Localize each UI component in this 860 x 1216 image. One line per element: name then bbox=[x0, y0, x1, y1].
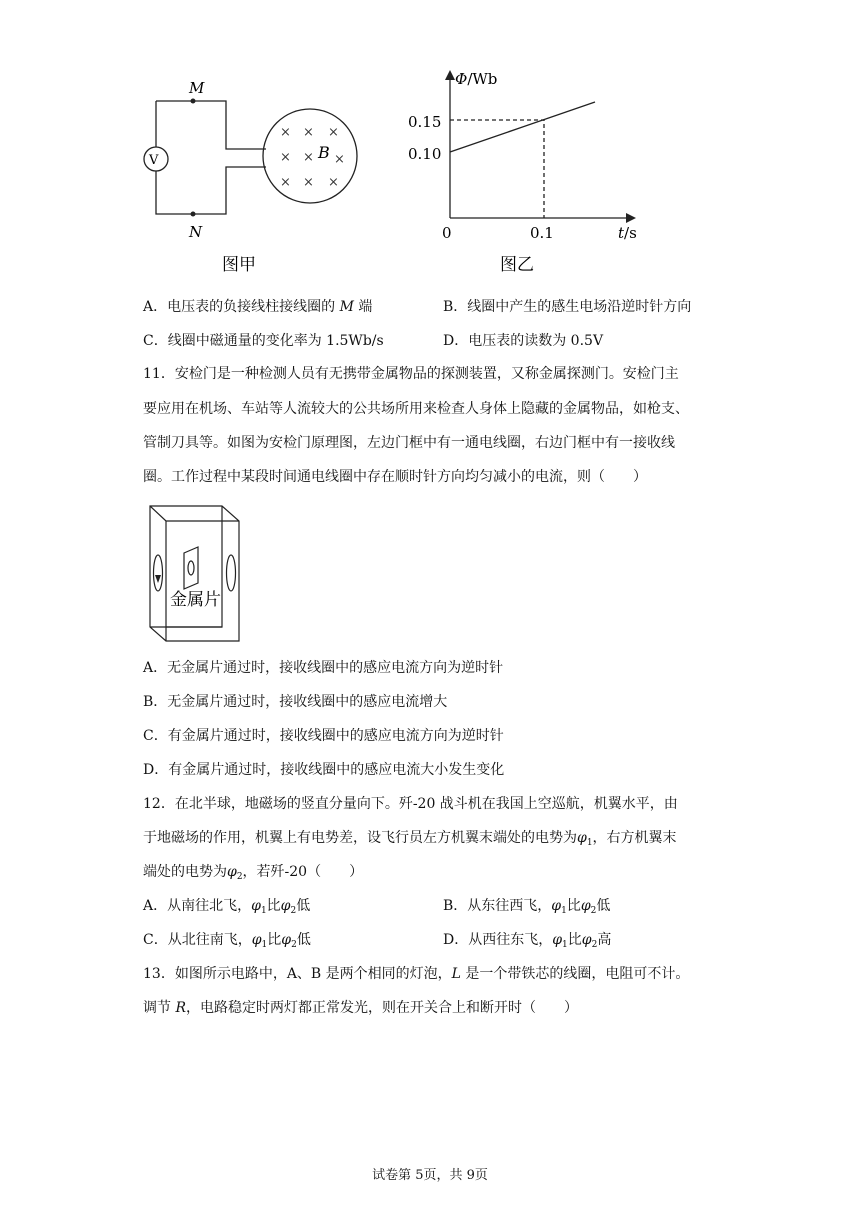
x-axis-arrow bbox=[626, 213, 636, 223]
tick-0: 0 bbox=[442, 224, 452, 242]
label-n: N bbox=[189, 223, 203, 241]
svg-text:×: × bbox=[303, 175, 314, 190]
q10-option-a: A．电压表的负接线柱接线圈的 M 端 bbox=[143, 299, 373, 315]
metal-sheet-label: 金属片 bbox=[170, 590, 221, 610]
q11-text-line-1: 11．安检门是一种检测人员有无携带金属物品的探测装置，又称金属探测门。安检门主 bbox=[143, 366, 679, 382]
wire-left-bottom bbox=[156, 167, 266, 214]
q13-text-line-1: 13．如图所示电路中，A、B 是两个相同的灯泡，L 是一个带铁芯的线圈，电阻可不计。 bbox=[143, 966, 690, 982]
q10-option-b: B．线圈中产生的感生电场沿逆时针方向 bbox=[443, 299, 692, 315]
y-axis-label: Φ/Wb bbox=[455, 70, 498, 88]
svg-text:×: × bbox=[303, 125, 314, 140]
svg-text:×: × bbox=[280, 175, 291, 190]
door-top-edge bbox=[150, 506, 239, 521]
tick-0-15: 0.15 bbox=[408, 113, 442, 131]
q11-text-line-4: 圈。工作过程中某段时间通电线圈中存在顺时针方向均匀减小的电流，则（ ） bbox=[143, 469, 647, 485]
label-m: M bbox=[189, 79, 205, 97]
figure-yi-graph bbox=[400, 64, 650, 276]
metal-sheet bbox=[184, 547, 198, 589]
svg-text:×: × bbox=[303, 150, 314, 165]
caption-jia: 图甲 bbox=[222, 255, 256, 274]
guide-dashes bbox=[450, 120, 544, 218]
q12-text-line-3: 端处的电势为$\varphi_2$，若歼-20（ ） bbox=[143, 864, 364, 882]
coil-direction-arrow bbox=[155, 575, 161, 583]
q12-text-line-2: 于地磁场的作用，机翼上有电势差，设飞行员左方机翼末端处的电势为$\varphi_1$，右方机翼末 bbox=[143, 830, 677, 848]
caption-yi: 图乙 bbox=[500, 255, 534, 275]
terminal-n-dot bbox=[191, 212, 196, 217]
tick-0-10: 0.10 bbox=[408, 145, 442, 163]
receiving-coil bbox=[227, 555, 236, 591]
label-b: B bbox=[318, 143, 330, 162]
flux-line bbox=[450, 102, 595, 152]
svg-text:×: × bbox=[328, 175, 339, 190]
q13-text-line-2: 调节 R，电路稳定时两灯都正常发光，则在开关合上和断开时（ ） bbox=[143, 1000, 578, 1016]
svg-text:×: × bbox=[328, 125, 339, 140]
q12-text-line-1: 12．在北半球，地磁场的竖直分量向下。歼-20 战斗机在我国上空巡航，机翼水平，由 bbox=[143, 796, 678, 812]
svg-text:×: × bbox=[334, 152, 345, 167]
x-axis-label: t/s bbox=[618, 224, 637, 242]
q10-option-d: D．电压表的读数为 0.5V bbox=[443, 333, 604, 349]
magnetic-field-crosses bbox=[280, 125, 345, 190]
q12-option-a: A．从南往北飞，$\varphi_1$比$\varphi_2$低 bbox=[143, 898, 311, 916]
q12-option-b: B．从东往西飞，$\varphi_1$比$\varphi_2$低 bbox=[443, 898, 611, 916]
svg-text:×: × bbox=[280, 150, 291, 165]
figure-jia-circuit bbox=[138, 74, 378, 274]
y-axis-arrow bbox=[445, 70, 455, 80]
q12-option-d: D．从西往东飞，$\varphi_1$比$\varphi_2$高 bbox=[443, 932, 612, 950]
terminal-m-dot bbox=[191, 99, 196, 104]
q11-text-line-3: 管制刀具等。如图为安检门原理图，左边门框中有一通电线圈，右边门框中有一接收线 bbox=[143, 435, 675, 451]
voltmeter-label: V bbox=[149, 153, 159, 168]
tick-0-1: 0.1 bbox=[530, 224, 554, 242]
q11-option-a: A．无金属片通过时，接收线圈中的感应电流方向为逆时针 bbox=[143, 660, 504, 676]
q11-text-line-2: 要应用在机场、车站等人流较大的公共场所用来检查人身体上隐藏的金属物品，如枪支、 bbox=[143, 401, 689, 417]
q11-option-c: C．有金属片通过时，接收线圈中的感应电流方向为逆时针 bbox=[143, 728, 504, 744]
figure-security-door bbox=[146, 503, 246, 645]
q10-option-c: C．线圈中磁通量的变化率为 1.5Wb/s bbox=[143, 333, 384, 349]
q11-option-b: B．无金属片通过时，接收线圈中的感应电流增大 bbox=[143, 694, 448, 710]
door-outer-frame bbox=[150, 506, 239, 641]
page-footer: 试卷第 5页，共 9页 bbox=[372, 1168, 488, 1183]
q11-option-d: D．有金属片通过时，接收线圈中的感应电流大小发生变化 bbox=[143, 762, 505, 778]
wire-top bbox=[156, 101, 266, 149]
q12-option-c: C．从北往南飞，$\varphi_1$比$\varphi_2$低 bbox=[143, 932, 311, 950]
sending-coil bbox=[154, 555, 163, 591]
metal-sheet-hole bbox=[188, 561, 194, 575]
svg-text:×: × bbox=[280, 125, 291, 140]
